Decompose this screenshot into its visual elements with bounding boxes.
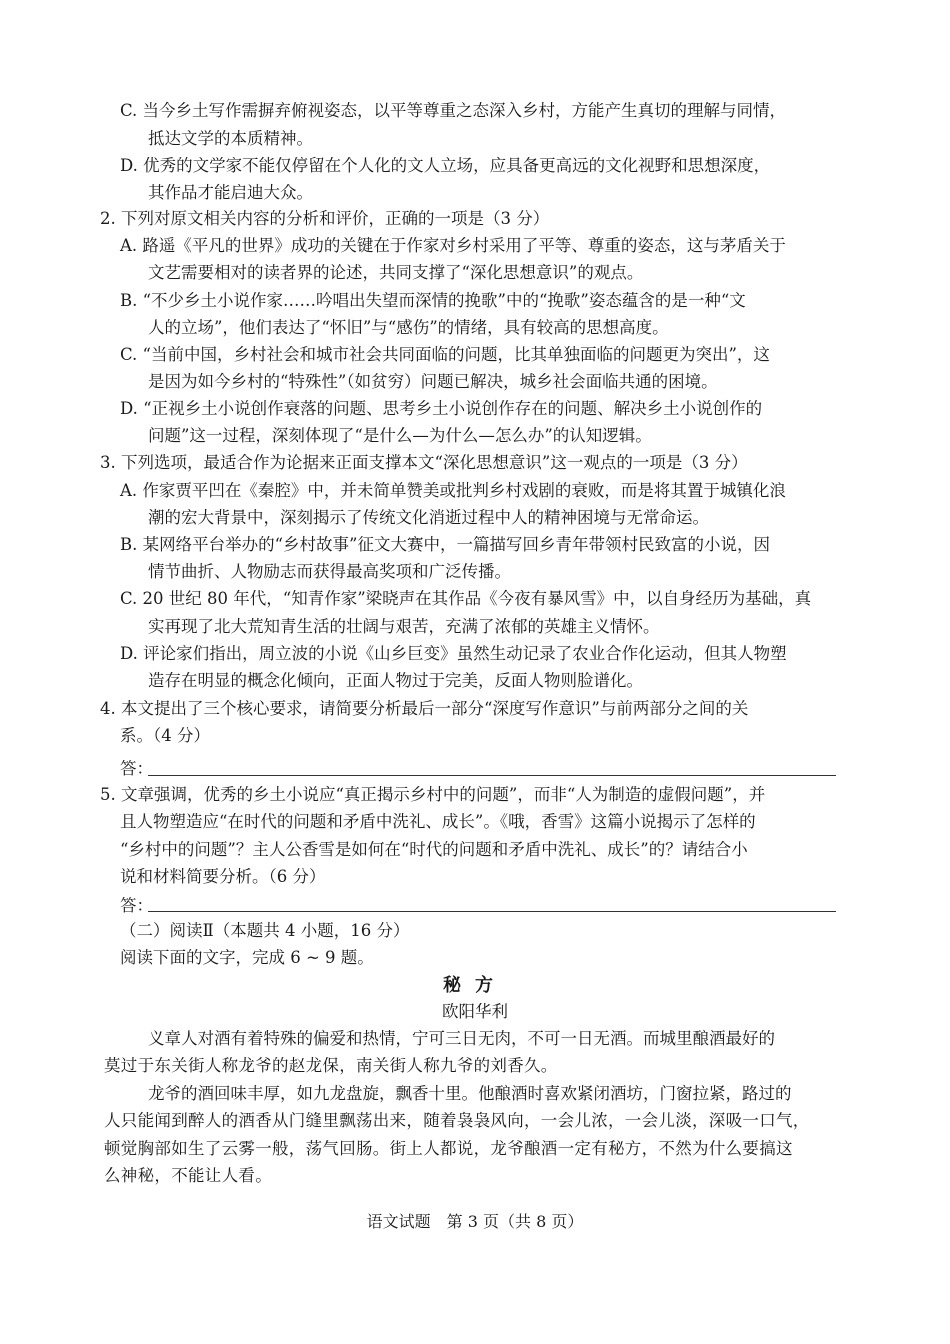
q3-option-a-line-1: A. 作家贾平凹在《秦腔》中，并未简单赞美或批判乡村戏剧的衰败，而是将其置于城镇化浪 xyxy=(120,481,786,500)
q3-option-c-line-1: C. 20 世纪 80 年代，“知青作家”梁晓声在其作品《今夜有暴风雪》中，以自身经历为基础，真 xyxy=(120,589,812,608)
q5-stem-line-2: 且人物塑造应“在时代的问题和矛盾中洗礼、成长”。《哦，香雪》这篇小说揭示了怎样的 xyxy=(120,812,756,831)
section2-instruction: 阅读下面的文字，完成 6 ~ 9 题。 xyxy=(120,948,374,967)
q3-option-c-line-2: 实再现了北大荒知青生活的壮阔与艰苦，充满了浓郁的英雄主义情怀。 xyxy=(148,617,660,636)
q3-stem: 3. 下列选项，最适合作为论据来正面支撑本文“深化思想意识”这一观点的一项是（3 分） xyxy=(100,453,748,472)
q1-option-d-line-2: 其作品才能启迪大众。 xyxy=(148,183,313,202)
q3-option-b-line-1: B. 某网络平台举办的“乡村故事”征文大赛中，一篇描写回乡青年带领村民致富的小说，因 xyxy=(120,535,770,554)
story-p2-line-4: 么神秘，不能让人看。 xyxy=(104,1166,272,1185)
q2-option-d-line-2: 问题”这一过程，深刻体现了“是什么—为什么—怎么办”的认知逻辑。 xyxy=(148,426,652,445)
story-p2-line-1: 龙爷的酒回味丰厚，如九龙盘旋，飘香十里。他酿酒时喜欢紧闭酒坊，门窗拉紧，路过的 xyxy=(148,1084,792,1103)
q3-option-a-line-2: 潮的宏大背景中，深刻揭示了传统文化消逝过程中人的精神困境与无常命运。 xyxy=(148,508,709,527)
q1-option-c-line-2: 抵达文学的本质精神。 xyxy=(148,129,313,148)
q1-option-c-line-1: C. 当今乡土写作需摒弃俯视姿态，以平等尊重之态深入乡村，方能产生真切的理解与同情， xyxy=(120,101,787,120)
story-p1-line-1: 义章人对酒有着特殊的偏爱和热情，宁可三日无肉，不可一日无酒。而城里酿酒最好的 xyxy=(148,1029,775,1048)
story-p2-line-2: 人只能闻到醉人的酒香从门缝里飘荡出来，随着袅袅风向，一会儿浓，一会儿淡，深吸一口气， xyxy=(104,1111,810,1130)
story-p1-line-2: 莫过于东关街人称龙爷的赵龙保，南关街人称九爷的刘香久。 xyxy=(104,1056,558,1075)
q2-stem: 2. 下列对原文相关内容的分析和评价，正确的一项是（3 分） xyxy=(100,209,550,228)
story-p2-line-3: 顿觉胸部如生了云雾一般，荡气回肠。街上人都说，龙爷酿酒一定有秘方，不然为什么要搞这 xyxy=(104,1139,793,1158)
q4-stem-line-1: 4. 本文提出了三个核心要求，请简要分析最后一部分“深度写作意识”与前两部分之间的关 xyxy=(100,699,749,718)
q2-option-a-line-1: A. 路遥《平凡的世界》成功的关键在于作家对乡村采用了平等、尊重的姿态，这与茅盾关于 xyxy=(120,236,786,255)
q2-option-c-line-2: 是因为如今乡村的“特殊性”（如贫穷）问题已解决，城乡社会面临共通的困境。 xyxy=(148,372,718,391)
q3-option-d-line-2: 造存在明显的概念化倾向，正面人物过于完美，反面人物则脸谱化。 xyxy=(148,671,643,690)
q3-option-d-line-1: D. 评论家们指出，周立波的小说《山乡巨变》虽然生动记录了农业合作化运动，但其人物塑 xyxy=(120,644,787,663)
q2-option-c-line-1: C. “当前中国，乡村社会和城市社会共同面临的问题，比其单独面临的问题更为突出”，这 xyxy=(120,345,770,364)
q2-option-b-line-2: 人的立场”，他们表达了“怀旧”与“感伤”的情绪，具有较高的思想高度。 xyxy=(148,318,669,337)
q5-stem-line-1: 5. 文章强调，优秀的乡土小说应“真正揭示乡村中的问题”，而非“人为制造的虚假问题”，并 xyxy=(100,785,766,804)
page-footer: 语文试题 第 3 页（共 8 页） xyxy=(366,1212,584,1231)
story-title: 秘方 xyxy=(443,975,507,996)
q1-option-d-line-1: D. 优秀的文学家不能仅停留在个人化的文人立场，应具备更高远的文化视野和思想深度， xyxy=(120,156,771,175)
q5-stem-line-3: “乡村中的问题”？主人公香雪是如何在“时代的问题和矛盾中洗礼、成长”的？请结合小 xyxy=(120,840,748,859)
q2-option-d-line-1: D. “正视乡土小说创作衰落的问题、思考乡土小说创作存在的问题、解决乡土小说创作的 xyxy=(120,399,763,418)
q3-option-b-line-2: 情节曲折、人物励志而获得最高奖项和广泛传播。 xyxy=(148,562,511,581)
q4-answer-line[interactable] xyxy=(148,775,836,776)
q5-stem-line-4: 说和材料简要分析。（6 分） xyxy=(120,867,326,886)
q2-option-a-line-2: 文艺需要相对的读者界的论述，共同支撑了“深化思想意识”的观点。 xyxy=(148,263,644,282)
q2-option-b-line-1: B. “不少乡土小说作家……吟唱出失望而深情的挽歌”中的“挽歌”姿态蕴含的是一种“文 xyxy=(120,291,746,310)
q5-answer-label: 答： xyxy=(120,896,153,915)
story-author: 欧阳华利 xyxy=(442,1002,508,1021)
q4-stem-line-2: 系。（4 分） xyxy=(120,726,210,745)
q4-answer-label: 答： xyxy=(120,759,153,778)
section2-heading: （二）阅读Ⅱ（本题共 4 小题，16 分） xyxy=(120,921,410,940)
q5-answer-line[interactable] xyxy=(148,911,836,912)
